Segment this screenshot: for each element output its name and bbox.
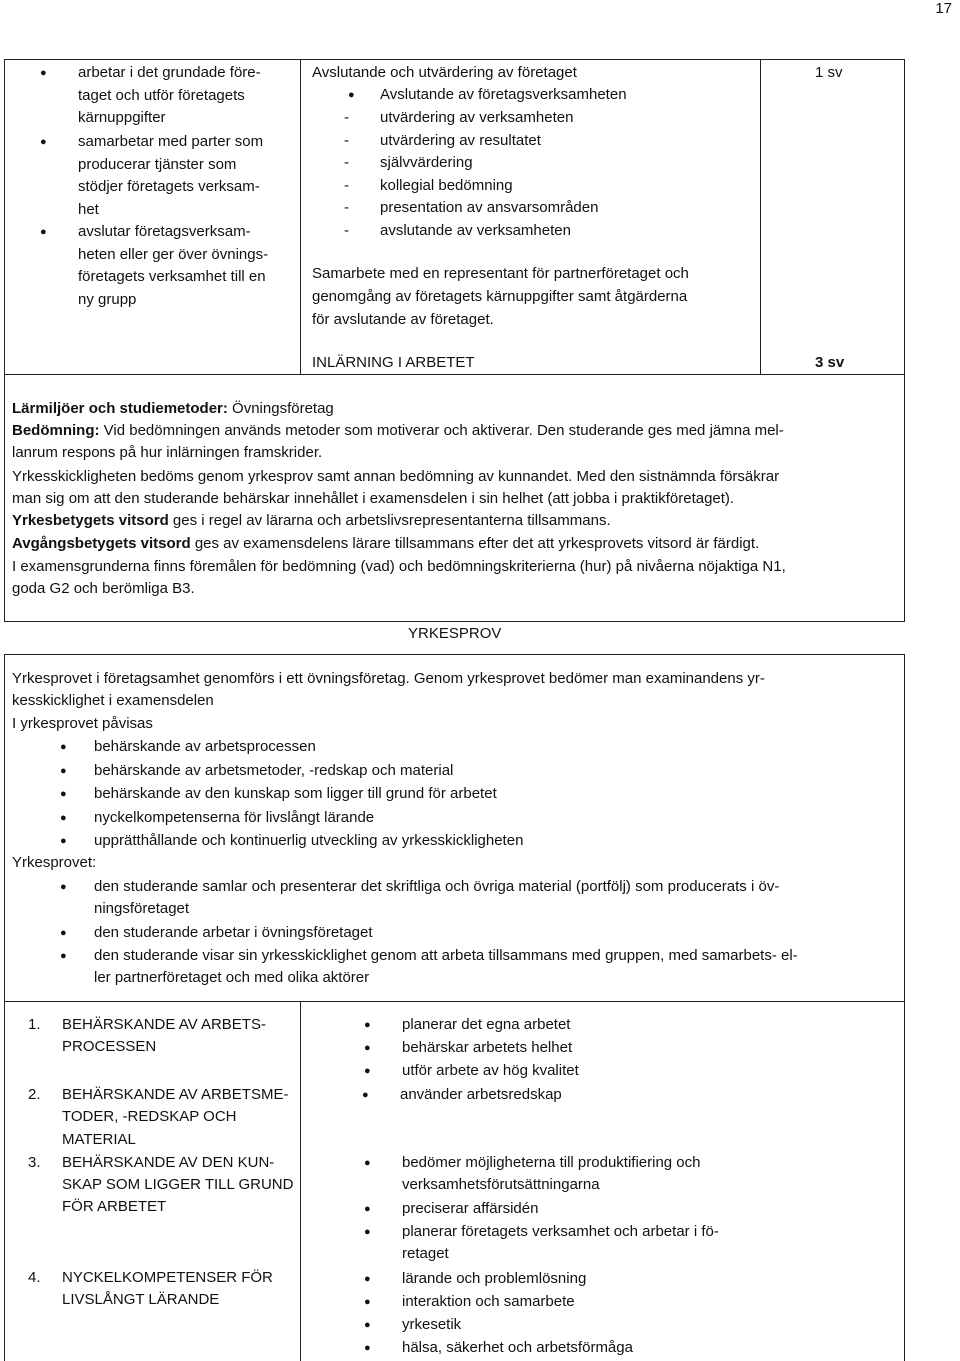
bullet-dot-icon: ● — [60, 788, 67, 800]
section-number: 1. — [28, 1016, 41, 1033]
list-item-text: interaktion och samarbete — [402, 1293, 575, 1310]
yrkesprov-title: YRKESPROV — [408, 625, 502, 642]
text-line: heten eller ger över övnings- — [78, 245, 269, 263]
dash-item-text: avslutande av verksamheten — [380, 221, 571, 239]
bullet-dot-icon: ● — [362, 1089, 369, 1101]
list-item-text: behärskande av arbetsmetoder, -redskap och material — [94, 761, 454, 779]
dash-item-text: utvärdering av resultatet — [380, 131, 541, 149]
text: ges i regel av lärarna och arbetslivsrepresentanterna tillsammans. — [168, 512, 611, 529]
mid-bullet: Avslutande av företagsverksamheten — [380, 86, 627, 103]
list-item-text: hälsa, säkerhet och arbetsförmåga — [402, 1339, 633, 1356]
text-line: arbetar i det grundade före- — [78, 64, 261, 81]
list-item-text: planerar det egna arbetet — [402, 1016, 571, 1033]
text-line: stödjer företagets verksam- — [78, 178, 260, 195]
list-item-text: utför arbete av hög kvalitet — [402, 1062, 579, 1079]
assessment-line-1 — [12, 398, 334, 421]
bullet-dot-icon: ● — [364, 1296, 371, 1308]
bullet-dot-icon: ● — [364, 1042, 371, 1054]
list-item-text: yrkesetik — [402, 1316, 462, 1333]
bullet-dot-icon: ● — [60, 811, 67, 824]
list-item-text: verksamhetsförutsättningarna — [402, 1176, 600, 1193]
mid-heading: Avslutande och utvärdering av företaget — [312, 64, 577, 81]
text: ges av examensdelens lärare tillsammans efter det att yrkesprovets vitsord är färdigt. — [190, 535, 760, 552]
list-item-text: upprätthållande och kontinuerlig utveckling av yrkesskickligheten — [94, 832, 524, 849]
assessment-border-left — [4, 374, 5, 622]
bullet-dot-icon: ● — [364, 1065, 371, 1077]
text-line: taget och utför företagets — [78, 86, 245, 104]
yrkesprov-intro-1: Yrkesprovet i företagsamhet genomförs i ett övningsföretag. Genom yrkesprovet bedömer man examinandens yr- — [12, 670, 765, 687]
mid-para-line: för avslutande av företaget. — [312, 311, 494, 328]
yrkesprov-intro-3: I yrkesprovet påvisas — [12, 715, 153, 732]
section-title-line: BEHÄRSKANDE AV ARBETS- — [62, 1016, 266, 1033]
bullet-dot-icon: ● — [364, 1203, 371, 1215]
dash-item-text: utvärdering av verksamheten — [380, 109, 574, 126]
assessment-line-8: I examensgrunderna finns föremålen för bedömning (vad) och bedömningskriterierna (hur) på nivåerna nöjaktiga N1, — [12, 558, 786, 575]
section-number: 4. — [28, 1269, 41, 1286]
assessment-line-7 — [12, 533, 759, 556]
text-line: het — [78, 200, 99, 218]
list-item-text: preciserar affärsidén — [402, 1200, 539, 1217]
bullet-dot-icon: ● — [40, 67, 47, 79]
text-line: kärnuppgifter — [78, 109, 166, 126]
mid-para-line: Samarbete med en representant för partnerföretaget och — [312, 265, 689, 282]
bullet-dot-icon: ● — [364, 1157, 371, 1169]
bullet-dot-icon: ● — [60, 927, 67, 939]
assessment-line-6 — [12, 510, 611, 533]
yrkesprov-intro-2: kesskicklighet i examensdelen — [12, 692, 214, 709]
assessment-line-3: lanrum respons på hur inlärningen framskrider. — [12, 444, 323, 461]
table1-col2-divider — [760, 59, 761, 374]
yrkesprov-border-right — [904, 654, 905, 1002]
bullet-dot-icon: ● — [364, 1019, 371, 1031]
bullet-dot-icon: ● — [364, 1342, 371, 1354]
bullet-dot-icon: ● — [348, 89, 355, 101]
yrkesprov-border-top — [4, 654, 905, 655]
section-title-line: MATERIAL — [62, 1131, 136, 1148]
section-title-line: TODER, -REDSKAP OCH — [62, 1108, 237, 1125]
assessment-line-9: goda G2 och berömliga B3. — [12, 580, 195, 597]
label-bold: Avgångsbetygets vitsord — [12, 535, 191, 552]
yrkesprov-border-left — [4, 654, 5, 1002]
list-item-text: behärskande av den kunskap som ligger till grund för arbetet — [94, 785, 497, 802]
bullet-dot-icon: ● — [60, 881, 67, 893]
page-number: 17 — [935, 0, 952, 17]
label-bold: Lärmiljöer och studiemetoder: — [12, 400, 228, 417]
section-title-line: BEHÄRSKANDE AV DEN KUN- — [62, 1154, 275, 1171]
bullet-dot-icon: ● — [60, 741, 67, 753]
list-item-text: retaget — [402, 1245, 449, 1262]
assessment-line-4: Yrkesskickligheten bedöms genom yrkesprov samt annan bedömning av kunnandet. Med den sistnämnda försäkrar — [12, 468, 780, 485]
bullet-dot-icon: ● — [40, 226, 47, 238]
section-title-line: PROCESSEN — [62, 1038, 157, 1055]
list-item-text: den studerande samlar och presenterar det skriftliga och övriga material (portfölj) som producerats i öv- — [94, 878, 780, 895]
table1-border-right — [904, 59, 905, 622]
text-line: samarbetar med parter som — [78, 133, 264, 150]
label-bold: Yrkesbetygets vitsord — [12, 512, 169, 529]
list-item-text: planerar företagets verksamhet och arbetar i fö- — [402, 1223, 719, 1240]
assessment-border-bottom — [4, 621, 905, 622]
section-title-line: LIVSLÅNGT LÄRANDE — [62, 1291, 220, 1308]
section-title-line: SKAP SOM LIGGER TILL GRUND — [62, 1176, 294, 1193]
list-item-text: bedömer möjligheterna till produktifiering och — [402, 1154, 701, 1171]
list-item-text: behärskande av arbetsprocessen — [94, 738, 316, 755]
inlarning-credits: 3 sv — [815, 354, 845, 371]
list-item-text: ler partnerföretaget och med olika aktörer — [94, 969, 370, 986]
list-item-text: nyckelkompetenserna för livslångt lärande — [94, 808, 375, 826]
section-title-line: FÖR ARBETET — [62, 1198, 167, 1215]
section-number: 3. — [28, 1154, 41, 1171]
inlarning-label: INLÄRNING I ARBETET — [312, 354, 475, 371]
list-item-text: behärskar arbetets helhet — [402, 1039, 573, 1056]
list-item-text: använder arbetsredskap — [400, 1086, 562, 1103]
yrkesprov-border-bottom — [4, 1001, 905, 1002]
label-bold: Bedömning: — [12, 422, 100, 439]
dash-item-text: kollegial bedömning — [380, 176, 513, 194]
bullet-dot-icon: ● — [60, 950, 67, 962]
text-line: avslutar företagsverksam- — [78, 223, 251, 240]
bullet-dot-icon: ● — [60, 764, 67, 777]
assessment-line-5: man sig om att den studerande behärskar innehållet i examensdelen i sin helhet (att jobba i praktikföretaget). — [12, 490, 735, 507]
table1-col1-divider — [300, 59, 301, 374]
yrkesprovet-label: Yrkesprovet: — [12, 854, 97, 871]
text: Vid bedömningen används metoder som motiverar och aktiverar. Den studerande ges med jämna mel- — [99, 422, 784, 439]
list-item-text: ningsföretaget — [94, 900, 190, 917]
dash-item-text: självvärdering — [380, 154, 473, 171]
criteria-border-left — [4, 1001, 5, 1361]
text: Övningsföretag — [227, 400, 334, 417]
bullet-dot-icon: ● — [364, 1319, 371, 1331]
section-number: 2. — [28, 1086, 41, 1103]
list-item-text: den studerande arbetar i övningsföretaget — [94, 924, 373, 941]
criteria-col-divider — [300, 1001, 301, 1361]
section-title-line: BEHÄRSKANDE AV ARBETSME- — [62, 1086, 289, 1103]
list-item-text: lärande och problemlösning — [402, 1270, 587, 1287]
bullet-dot-icon: ● — [60, 835, 67, 847]
text-line: producerar tjänster som — [78, 155, 237, 173]
criteria-border-right — [904, 1001, 905, 1361]
dash-item-text: presentation av ansvarsområden — [380, 199, 599, 216]
text-line: företagets verksamhet till en — [78, 268, 266, 285]
table1-border-top — [4, 59, 905, 60]
assessment-line-2 — [12, 420, 784, 443]
table1-border-left — [4, 59, 5, 374]
bullet-dot-icon: ● — [364, 1226, 371, 1238]
list-item-text: den studerande visar sin yrkesskicklighet genom att arbeta tillsammans med gruppen, med samarbets- el- — [94, 947, 798, 964]
text-line: ny grupp — [78, 290, 137, 308]
credits-1sv: 1 sv — [815, 64, 843, 81]
section-title-line: NYCKELKOMPETENSER FÖR — [62, 1269, 273, 1286]
bullet-dot-icon: ● — [364, 1273, 371, 1285]
bullet-dot-icon: ● — [40, 136, 47, 148]
mid-para-line: genomgång av företagets kärnuppgifter samt åtgärderna — [312, 288, 688, 305]
